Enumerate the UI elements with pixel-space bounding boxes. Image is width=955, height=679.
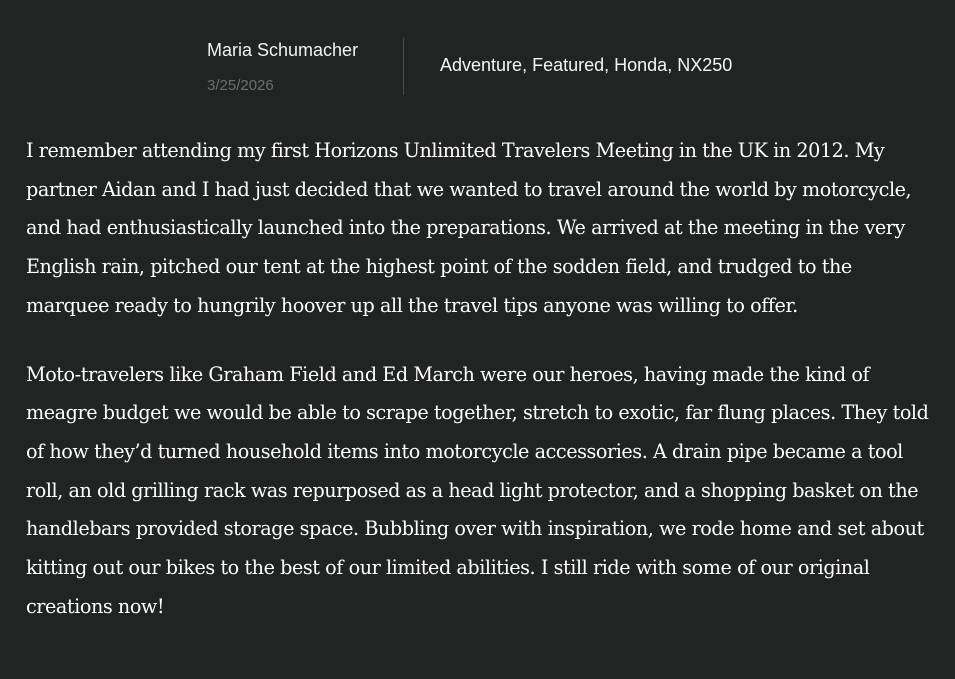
- category-link-honda[interactable]: Honda: [614, 55, 668, 75]
- article-paragraph: I remember attending my first Horizons Unlimited Travelers Meeting in the UK in 2012. My partner Aidan and I had just decided that we wanted to travel around the world by motorcycle, and had enthusiastically launched into the preparations. We arrived at the meeting in the very English rain, pitched our tent at the highest point of the sodden field, and trudged to the marquee ready to hungrily hoover up all the travel tips anyone was willing to offer.: [26, 139, 912, 317]
- post-date: 3/25/2026: [207, 77, 274, 94]
- post-meta: [0, 38, 955, 96]
- article-paragraph: Moto-travelers like Graham Field and Ed March were our heroes, having made the kind of meagre budget we would be able to scrape together, stretch to exotic, far flung places. They told of how they’d turned household items into motorcycle accessories. A drain pipe became a tool roll, an old grilling rack was repurposed as a head light protector, and a shopping basket on the handlebars provided storage space. Bubbling over with inspiration, we rode home and set about kitting out our bikes to the best of our limited abilities. I still ride with some of our original creations now!: [26, 362, 929, 618]
- category-link-nx250[interactable]: NX250: [677, 55, 733, 75]
- author-name[interactable]: Maria Schumacher: [207, 40, 359, 60]
- category-separator: ,: [604, 55, 615, 75]
- post-categories: [440, 55, 732, 76]
- category-link-adventure[interactable]: Adventure: [440, 55, 523, 75]
- category-separator: ,: [522, 55, 533, 75]
- article-body: [26, 132, 931, 626]
- category-link-featured[interactable]: Featured: [532, 55, 605, 75]
- meta-divider: [403, 38, 404, 95]
- category-separator: ,: [667, 55, 678, 75]
